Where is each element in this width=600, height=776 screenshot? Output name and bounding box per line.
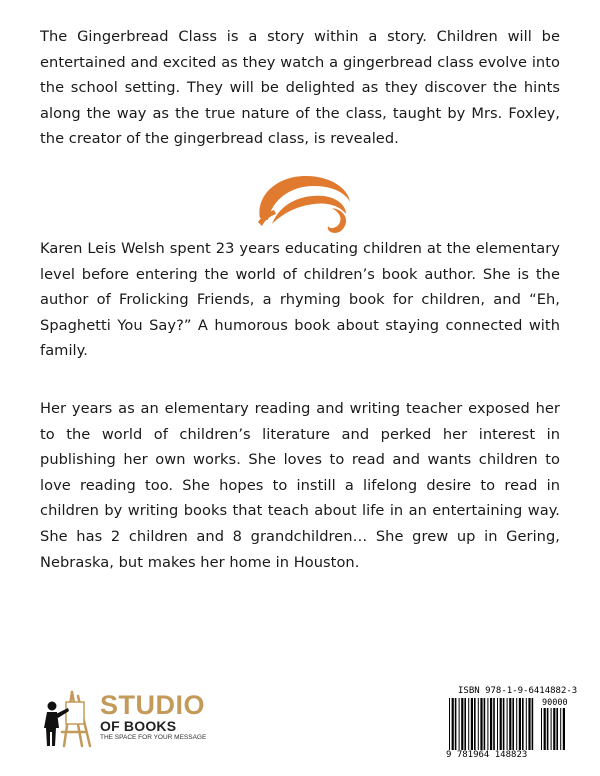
barcode-digits: 9 781964 148823 bbox=[446, 750, 528, 760]
barcode-bar bbox=[484, 698, 486, 750]
synopsis-paragraph: The Gingerbread Class is a story within a story. Children will be entertained and excited as they watch a gingerbread class evolve into the school setting. They will be delighted as they discover the hints along the way as the true nature of the class, taught by Mrs. Foxley, the creator of the gingerbread class, is revealed. bbox=[40, 28, 560, 148]
barcode-bar bbox=[478, 698, 479, 750]
barcode-bar bbox=[471, 698, 473, 750]
barcode-bar bbox=[516, 698, 517, 750]
barcode-bar bbox=[459, 698, 460, 750]
author-bio-paragraph: Karen Leis Welsh spent 23 years educating children at the elementary level before entering the world of children’s book author. She is the author of Frolicking Friends, a rhyming book for children, and “Eh, Spaghetti You Say?” A humorous book about staying connected with family. bbox=[40, 240, 560, 360]
barcode-bar bbox=[544, 708, 546, 750]
barcode-bar bbox=[560, 708, 561, 750]
barcode-bar bbox=[553, 708, 555, 750]
leaf-ornament-icon bbox=[250, 166, 354, 236]
barcode-bar bbox=[464, 698, 466, 750]
barcode-bar bbox=[547, 708, 549, 750]
barcode-bar bbox=[455, 698, 457, 750]
barcode-bar bbox=[497, 698, 498, 750]
barcode-bar bbox=[493, 698, 495, 750]
barcode-bar bbox=[519, 698, 521, 750]
barcode-bar bbox=[490, 698, 492, 750]
barcode-bar bbox=[526, 698, 527, 750]
barcode-bar bbox=[507, 698, 508, 750]
author-background-paragraph: Her years as an elementary reading and writing teacher exposed her to the world of children’s literature and perked her interest in publishing her own works. She loves to read and wants children to love reading too. She hopes to instill a lifelong desire to read in children by writing books that teach about life in an entertaining way. She has 2 children and 8 grandchildren… She grew up in Gering, Nebraska, but makes her home in Houston. bbox=[40, 400, 560, 571]
barcode-bar bbox=[556, 708, 558, 750]
barcode-bar bbox=[480, 698, 482, 750]
addon-bars bbox=[540, 708, 568, 750]
barcode-bar bbox=[487, 698, 488, 750]
ean-bars bbox=[448, 698, 536, 750]
barcode-bar bbox=[461, 698, 463, 750]
barcode-bar bbox=[512, 698, 514, 750]
barcode-bar bbox=[528, 698, 530, 750]
barcode-bar bbox=[563, 708, 565, 750]
barcode-bar bbox=[449, 698, 450, 750]
publisher-name: STUDIO bbox=[100, 690, 206, 720]
barcode-bar bbox=[474, 698, 476, 750]
isbn-barcode bbox=[444, 686, 578, 762]
barcode-bar bbox=[468, 698, 469, 750]
barcode-bar bbox=[532, 698, 534, 750]
barcode-bar bbox=[500, 698, 502, 750]
barcode-bar bbox=[551, 708, 552, 750]
publisher-tagline: THE SPACE FOR YOUR MESSAGE bbox=[100, 734, 207, 741]
barcode-bar bbox=[509, 698, 511, 750]
price-code: 90000 bbox=[542, 698, 568, 708]
barcode-bar bbox=[503, 698, 505, 750]
publisher-name-sub: OF BOOKS bbox=[100, 718, 177, 734]
publisher-logo bbox=[42, 688, 212, 748]
barcode-bar bbox=[541, 708, 542, 750]
painter-at-easel-icon bbox=[42, 688, 98, 748]
barcode-bar bbox=[522, 698, 524, 750]
isbn-label: ISBN 978-1-9-6414882-3 bbox=[458, 686, 578, 696]
barcode-bar bbox=[452, 698, 454, 750]
